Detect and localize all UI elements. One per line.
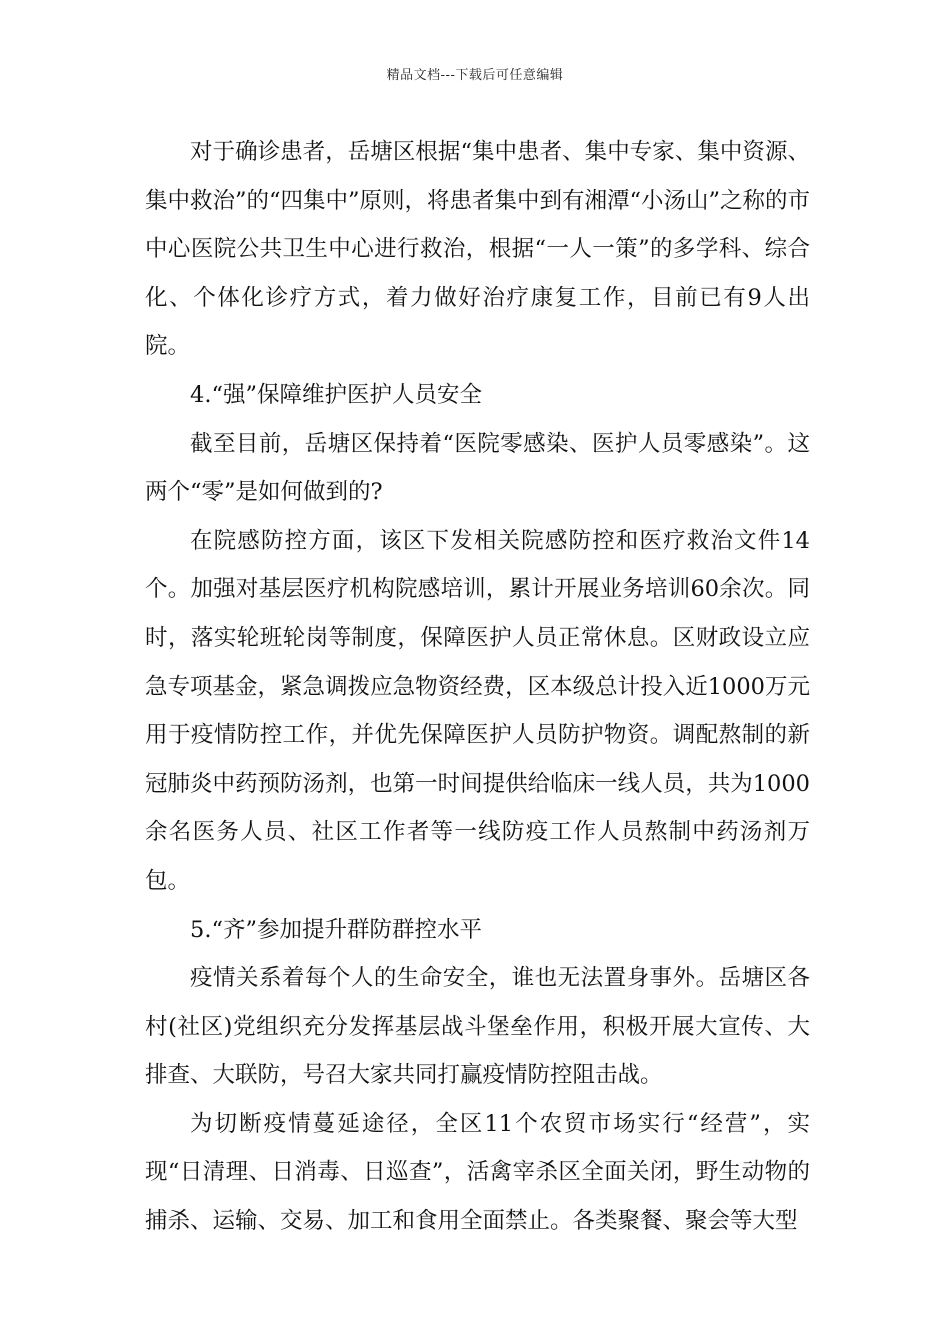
document-body <box>145 128 810 1246</box>
paragraph-community-prevention: 疫情关系着每个人的生命安全，谁也无法置身事外。岳塘区各村(社区)党组织充分发挥基层战斗堡垒作用，积极开展大宣传、大排查、大联防，号召大家共同打赢疫情防控阻击战。 <box>145 965 810 1089</box>
paragraph-confirmed-patients: 对于确诊患者，岳塘区根据“集中患者、集中专家、集中资源、集中救治”的“四集中”原则，将患者集中到有湘潭“小汤山”之称的市中心医院公共卫生中心进行救治，根据“一人一策”的多学科、综合化、个体化诊疗方式，着力做好治疗康复工作，目前已有9人出院。 <box>145 139 811 360</box>
section-heading-4: 4.“强”保障维护医护人员安全 <box>190 381 482 408</box>
paragraph-zero-infection: 截至目前，岳塘区保持着“医院零感染、医护人员零感染”。这两个“零”是如何做到的? <box>145 430 810 506</box>
page-header: 精品文档---下载后可任意编辑 <box>386 68 564 83</box>
paragraph-market-control: 为切断疫情蔓延途径，全区11个农贸市场实行“经营”，实现“日清理、日消毒、日巡查”，活禽宰杀区全面关闭，野生动物的捕杀、运输、交易、加工和食用全面禁止。各类聚餐、聚会等大型 <box>145 1110 810 1235</box>
paragraph-infection-control: 在院感防控方面，该区下发相关院感防控和医疗救治文件14个。加强对基层医疗机构院感培训，累计开展业务培训60余次。同时，落实轮班轮岗等制度，保障医护人员正常休息。区财政设立应急专项基金，紧急调拨应急物资经费，区本级总计投入近1000万元用于疫情防控工作，并优先保障医护人员防护物资。调配熬制的新冠肺炎中药预防汤剂，也第一时间提供给临床一线人员，共为1000余名医务人员、社区工作者等一线防疫工作人员熬制中药汤剂万包。 <box>145 527 810 894</box>
section-heading-5: 5.“齐”参加提升群防群控水平 <box>190 916 482 943</box>
